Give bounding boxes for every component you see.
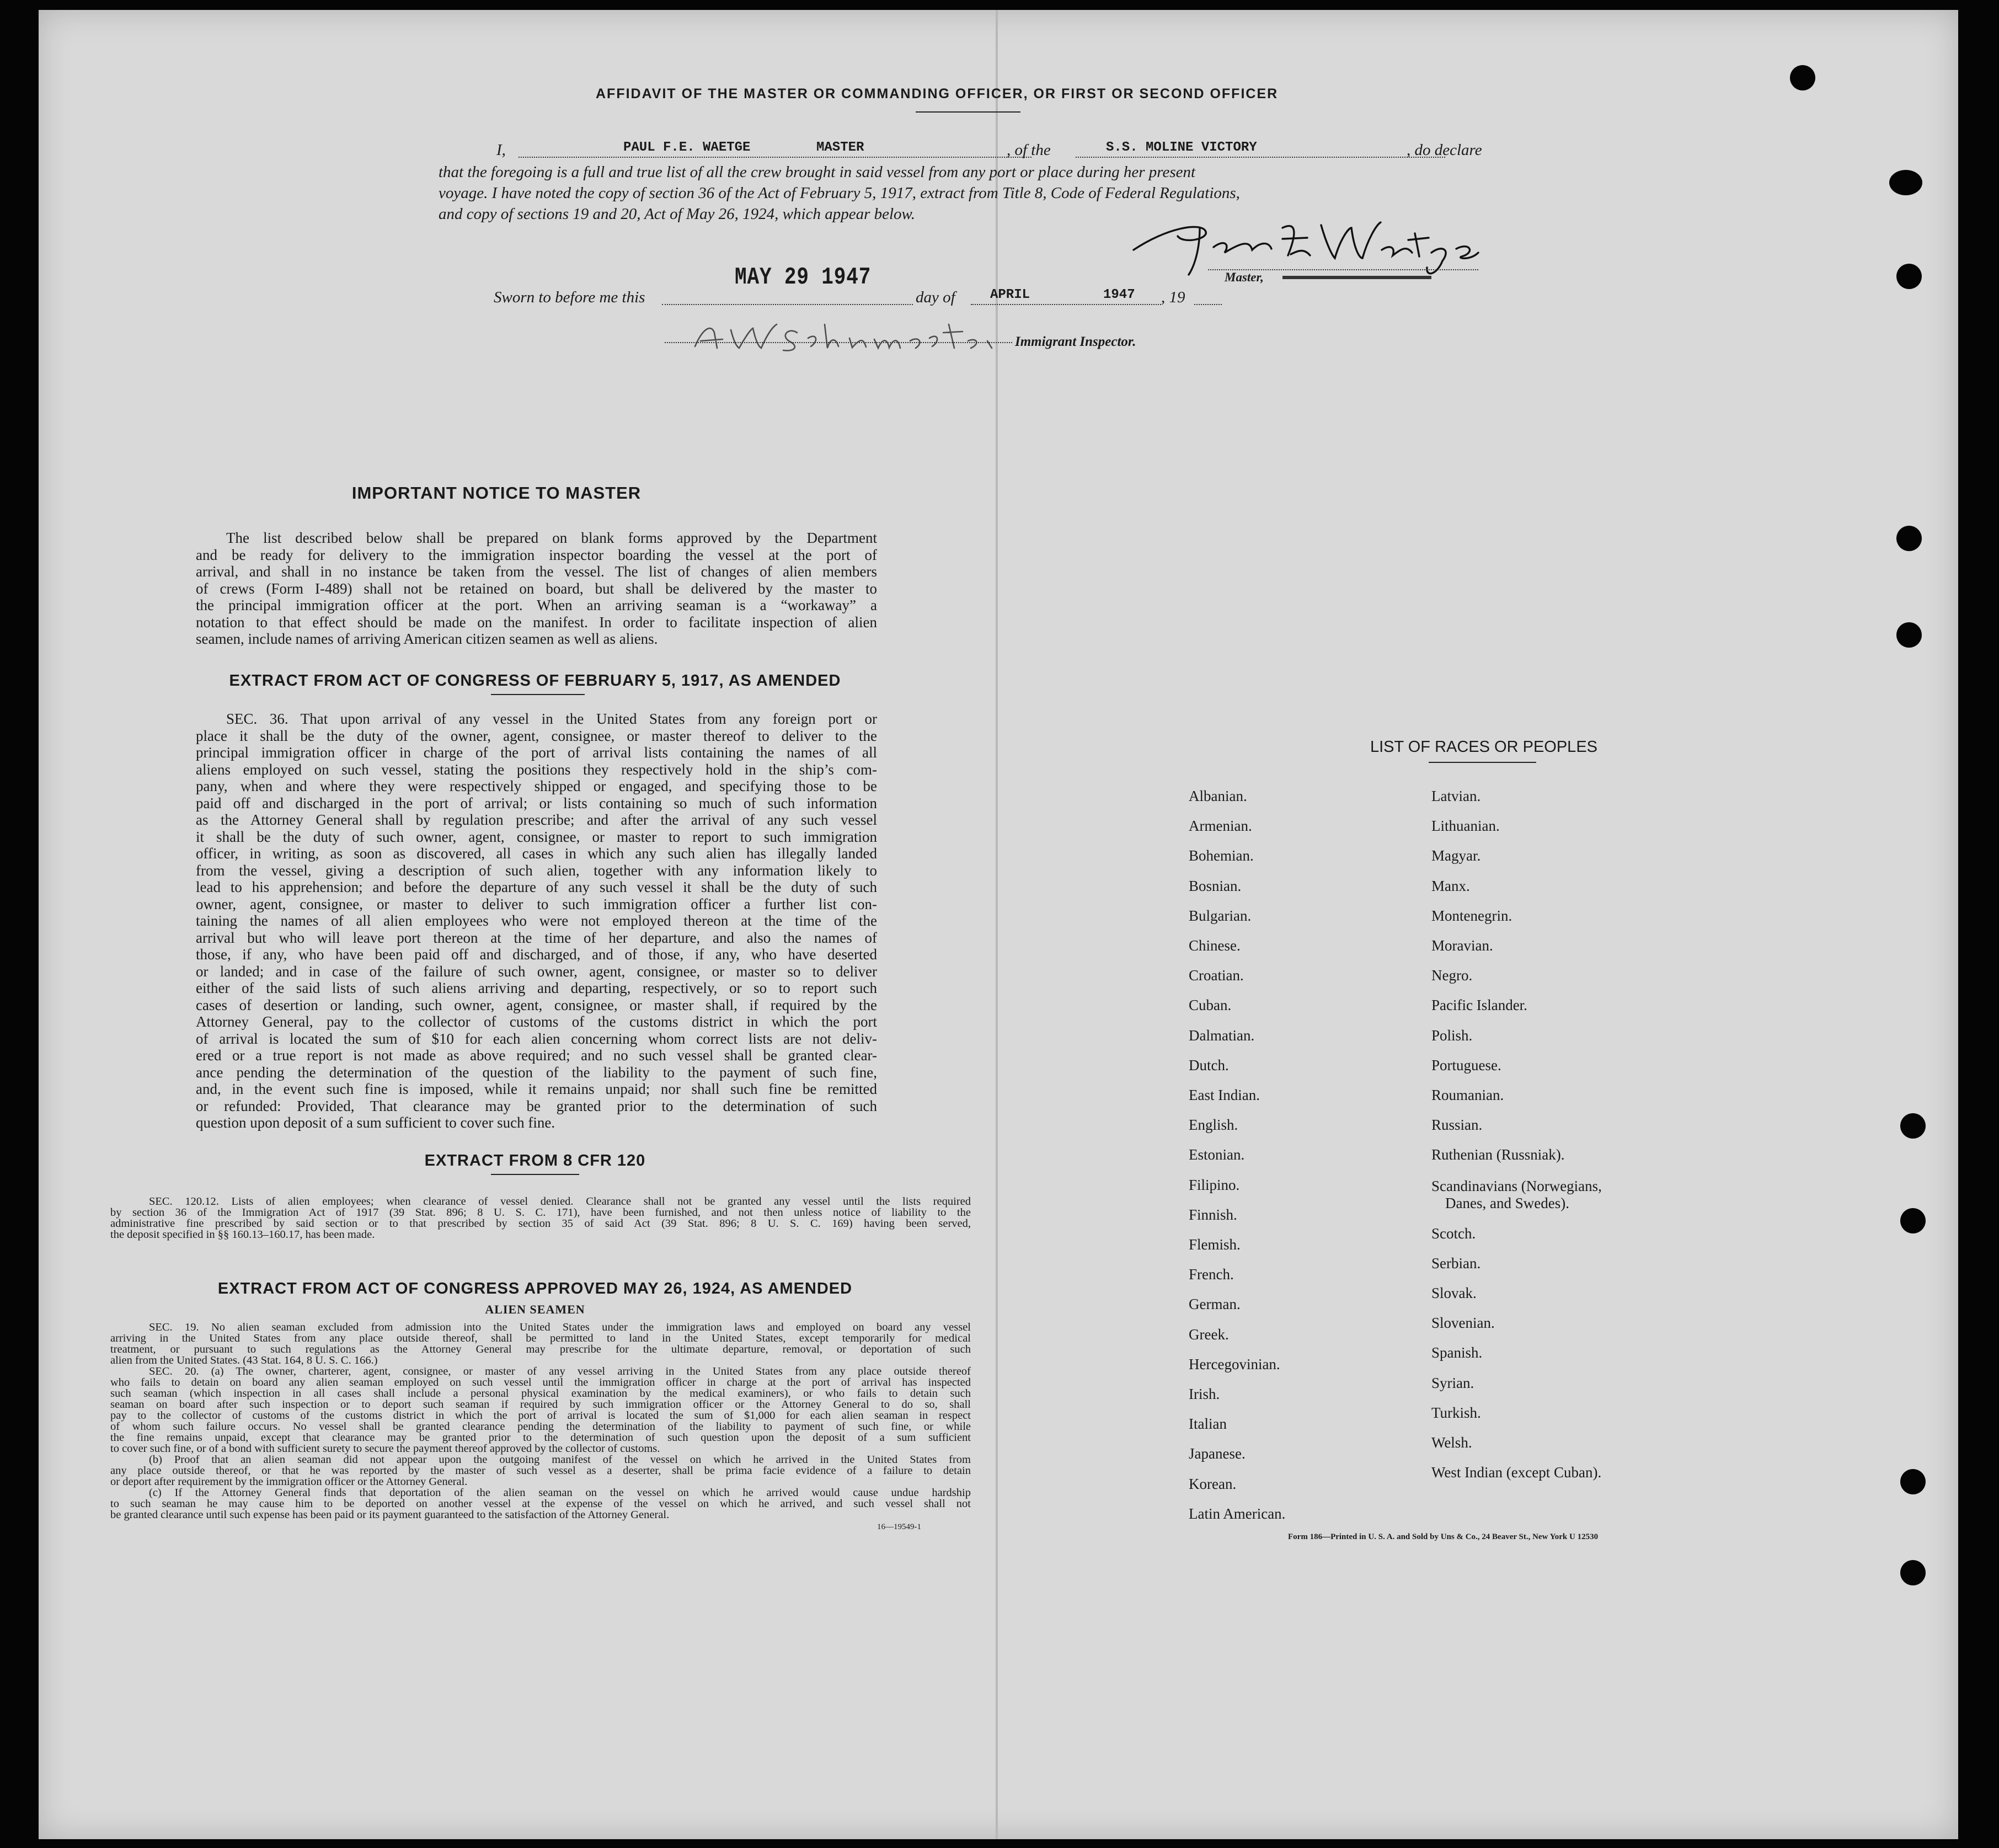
sworn-year: 1947 xyxy=(1103,287,1135,302)
race-item: French. xyxy=(1189,1266,1234,1283)
extract-1917-underline xyxy=(491,694,585,695)
notice-line: the principal immigration officer at the port. When an arriving seaman is a “workaway” a xyxy=(196,597,877,613)
race-item: Turkish. xyxy=(1431,1404,1481,1421)
sec19-line: arriving in the United States from any place outside thereof, shall be permitted to land in the United States, except temporarily for medical xyxy=(110,1332,971,1344)
sec36-line: SEC. 36. That upon arrival of any vessel in the United States from any foreign port or xyxy=(226,711,877,727)
sec36-line: place it shall be the duty of the owner, agent, consignee, or master thereof to deliver to the xyxy=(196,727,877,744)
master-label: Master, xyxy=(1225,270,1264,284)
date-stamp: MAY 29 1947 xyxy=(735,264,872,291)
cfr-line: by section 36 of the Immigration Act of 1917 (39 Stat. 896; 8 U. S. C. 171), have been furnished, and not then unless notice of liability to the xyxy=(110,1206,971,1219)
day-line xyxy=(662,304,913,305)
sworn-label: Sworn to before me this xyxy=(494,289,645,306)
vessel-name: S.S. MOLINE VICTORY xyxy=(1106,140,1257,155)
race-item: Estonian. xyxy=(1189,1146,1245,1163)
sec36-line: or refunded: Provided, That clearance may be granted prior to the determination of such xyxy=(196,1097,877,1114)
race-item: Korean. xyxy=(1189,1475,1237,1492)
document-page xyxy=(39,10,1958,1839)
binder-hole xyxy=(1896,526,1922,551)
race-item: Bulgarian. xyxy=(1189,907,1252,924)
race-item: Chinese. xyxy=(1189,937,1241,954)
year-line xyxy=(1194,304,1222,305)
master-name: PAUL F.E. WAETGE xyxy=(623,140,751,155)
sec36-line: or landed; and in case of the failure of such owner, agent, consignee, or master so to deliver xyxy=(196,963,877,980)
race-item: Flemish. xyxy=(1189,1236,1241,1253)
do-declare-label: , do declare xyxy=(1407,141,1482,159)
notice-line: notation to that effect should be made on the manifest. In order to facilitate inspection of alien xyxy=(196,613,877,631)
race-item: Slovenian. xyxy=(1431,1315,1495,1332)
race-item: Pacific Islander. xyxy=(1431,997,1527,1014)
inspector-signature xyxy=(678,316,1031,355)
of-the-label: , of the xyxy=(1007,141,1051,159)
race-item: Slovak. xyxy=(1431,1285,1477,1302)
race-item: Lithuanian. xyxy=(1431,818,1500,835)
races-underline xyxy=(1429,762,1536,763)
race-item: Serbian. xyxy=(1431,1254,1481,1272)
sec36-line: either of the said lists of such aliens arriving and departing, respectively, or so to report such xyxy=(196,980,877,996)
sec36-line: cases of desertion or landing, such owner, agent, consignee, or master shall, if required by the xyxy=(196,996,877,1013)
race-item: English. xyxy=(1189,1117,1238,1134)
notice-line: The list described below shall be prepared on blank forms approved by the Department xyxy=(226,530,877,546)
affidavit-body-line: voyage. I have noted the copy of section 36 of the Act of February 5, 1917, extract from Title 8, Code of Federal Regulations, xyxy=(439,184,1240,202)
alien-seamen-subheading: ALIEN SEAMEN xyxy=(485,1302,585,1316)
sec36-line: from the vessel, giving a description of such alien, together with any information likely to xyxy=(196,862,877,879)
title-underline xyxy=(916,111,1020,113)
binder-hole xyxy=(1900,1469,1926,1494)
sec36-line: aliens employed on such vessel, stating the positions they respectively hold in the ship’s com- xyxy=(196,761,877,778)
affidavit-body-line: and copy of sections 19 and 20, Act of May 26, 1924, which appear below. xyxy=(439,205,915,223)
race-item: Manx. xyxy=(1431,877,1470,894)
sec36-line: principal immigration officer in charge of the port of arrival lists containing the names of all xyxy=(196,744,877,761)
race-item: Greek. xyxy=(1189,1326,1229,1343)
races-left-column xyxy=(1189,781,1285,1529)
race-item: German. xyxy=(1189,1296,1241,1313)
center-fold xyxy=(996,10,998,1839)
cfr-body xyxy=(110,1196,971,1240)
race-item: Armenian. xyxy=(1189,818,1252,835)
sec20b-line: any place outside thereof, or that he was reported by the master of such vessel as a deserter, shall be prima facie evidence of a failure to detain xyxy=(110,1465,971,1477)
month-line xyxy=(971,304,1161,305)
race-item: Italian xyxy=(1189,1416,1227,1433)
notice-line: seamen, include names of arriving American citizen seamen as well as aliens. xyxy=(196,631,658,647)
affidavit-pronoun: I, xyxy=(496,141,506,159)
sec20-line: who fails to detain on board any alien seaman employed on such vessel until the immigration officer in charge at the port of arrival has inspected xyxy=(110,1376,971,1388)
sec19-line: alien from the United States. (43 Stat. 164, 8 U. S. C. 166.) xyxy=(110,1354,378,1366)
affidavit-title: AFFIDAVIT OF THE MASTER OR COMMANDING OFFICER, OR FIRST OR SECOND OFFICER xyxy=(596,86,1279,102)
races-right-column xyxy=(1431,781,1602,1487)
cfr-heading: EXTRACT FROM 8 CFR 120 xyxy=(424,1152,646,1169)
cfr-line: SEC. 120.12. Lists of alien employees; when clearance of vessel denied. Clearance shall not be granted any vessel until the lists required xyxy=(149,1195,971,1208)
race-item: Ruthenian (Russniak). xyxy=(1431,1146,1565,1163)
binder-hole xyxy=(1900,1208,1926,1233)
binder-hole xyxy=(1900,1113,1926,1139)
sec36-line: those, if any, who have been paid off and discharged, and of those, if any, who have deserted xyxy=(196,946,877,963)
binder-hole xyxy=(1889,170,1922,195)
binder-hole xyxy=(1900,1560,1926,1585)
race-item: Scandinavians (Norwegians, xyxy=(1431,1177,1602,1194)
sec20c-line: be granted clearance until such expense has been paid or its payment guaranteed to the satisfaction of the Attorney General. xyxy=(110,1509,670,1521)
sec36-line: pany, when and where they were respectively shipped or engaged, and specifying those to be xyxy=(196,778,877,794)
name-line xyxy=(519,157,1031,158)
sec36-line: it shall be the duty of such owner, agent, consignee, or master to report to such immigration xyxy=(196,828,877,845)
sec20-line: seaman on board after such inspection or to deport such seaman if required by such immigration officer or the Attorney General to do so, shall xyxy=(110,1398,971,1411)
struck-text xyxy=(1282,276,1431,279)
sec36-line: ered or a true report is not made as above required; and no such vessel shall be granted clear- xyxy=(196,1047,877,1064)
sec36-line: owner, agent, consignee, or master to deliver to such immigration officer a further list con- xyxy=(196,895,877,912)
race-item: Latin American. xyxy=(1189,1505,1286,1522)
race-item: Negro. xyxy=(1431,967,1473,984)
extract-1917-body xyxy=(196,711,877,1131)
race-item: Irish. xyxy=(1189,1386,1220,1403)
binder-hole xyxy=(1896,264,1922,289)
race-item: Roumanian. xyxy=(1431,1087,1504,1104)
race-item: Montenegrin. xyxy=(1431,907,1512,924)
race-item: Croatian. xyxy=(1189,967,1244,984)
race-item: Spanish. xyxy=(1431,1344,1483,1361)
sec20b-line: or deport after requirement by the immigration officer or the Attorney General. xyxy=(110,1476,468,1488)
race-item: Welsh. xyxy=(1431,1434,1472,1451)
extract-1917-heading: EXTRACT FROM ACT OF CONGRESS OF FEBRUARY 5, 1917, AS AMENDED xyxy=(229,672,841,690)
sec36-line: of arrival is located the sum of $10 for each alien concerning whom correct lists are not deliv- xyxy=(196,1030,877,1047)
race-item: West Indian (except Cuban). xyxy=(1431,1464,1602,1481)
sworn-month: APRIL xyxy=(990,287,1030,302)
sec36-line: paid off and discharged in the port of arrival; or lists containing so much of such information xyxy=(196,794,877,811)
sec36-line: arrival but who will leave port thereon at the time of her departure, and also the names of xyxy=(196,929,877,946)
race-item: Latvian. xyxy=(1431,788,1481,804)
sec36-line: and, in the event such fine is imposed, while it remains unpaid; nor shall such fine be remitted xyxy=(196,1081,877,1097)
race-item: Cuban. xyxy=(1189,997,1232,1014)
race-item: Albanian. xyxy=(1189,788,1247,804)
cfr-line: administrative fine prescribed by said section or to that prescribed by section 35 of said Act (39 Stat. 896; 8 U. S. C. 169) having been served, xyxy=(110,1217,971,1230)
sec20c-line: to such seaman he may cause him to be deported on another vessel at the expense of the vessel on which he arrived, and such vessel shall not xyxy=(110,1498,971,1510)
sec20b-line: (b) Proof that an alien seaman did not appear upon the outgoing manifest of the vessel on which he arrived in the United States from xyxy=(149,1454,971,1466)
race-item: Bosnian. xyxy=(1189,877,1242,894)
vessel-line xyxy=(1076,157,1445,158)
notice-line: arrival, and shall in no instance be taken from the vessel. The list of changes of alien members xyxy=(196,563,877,580)
race-item: Finnish. xyxy=(1189,1206,1237,1223)
sec20c-line: (c) If the Attorney General finds that deportation of the alien seaman on the vessel on which he arrived would cause undue hardship xyxy=(149,1487,971,1499)
sec20-line: SEC. 20. (a) The owner, charterer, agent, consignee, or master of any vessel arriving in the United States from any place outside thereof xyxy=(149,1365,971,1377)
race-item: Scotch. xyxy=(1431,1225,1476,1242)
race-item: Magyar. xyxy=(1431,847,1481,864)
sec19-line: SEC. 19. No alien seaman excluded from admission into the United States under the immigration laws and employed on board any vessel xyxy=(149,1321,971,1333)
notice-body xyxy=(196,530,877,648)
sec20-line: to cover such fine, or of a bond with sufficient surety to secure the payment thereof approved by the collector of customs. xyxy=(110,1443,660,1455)
binder-hole xyxy=(1790,65,1815,90)
year-prefix: , 19 xyxy=(1161,289,1185,306)
sec20-line: the fine remains unpaid, except that clearance may be granted prior to the determination of such question upon the deposit of a sum sufficient xyxy=(110,1432,971,1444)
race-item: Moravian. xyxy=(1431,937,1493,954)
affidavit-body-line: that the foregoing is a full and true list of all the crew brought in said vessel from any port or place during her present xyxy=(439,163,1196,181)
sec36-line: taining the names of all alien employees who were not employed thereon at the time of the xyxy=(196,912,877,929)
inspector-signature-line xyxy=(665,342,1012,343)
sec36-line: ance pending the determination of the question of the liability to the payment of such fine, xyxy=(196,1064,877,1081)
races-heading: LIST OF RACES OR PEOPLES xyxy=(1370,738,1598,756)
sec20-line: of whom such failure occurs. No vessel shall be granted clearance pending the determination of the liability to payment of such fine, or while xyxy=(110,1420,971,1433)
master-signature xyxy=(1117,206,1514,283)
race-item: Hercegovinian. xyxy=(1189,1355,1280,1372)
master-rank: MASTER xyxy=(816,140,864,155)
form-code: 16—19549-1 xyxy=(877,1523,921,1531)
sec36-line: as the Attorney General shall by regulation prescribe; and after the arrival of any such vessel xyxy=(196,811,877,828)
sec36-line: Attorney General, pay to the collector of customs of the customs district in which the port xyxy=(196,1013,877,1030)
race-item: Filipino. xyxy=(1189,1176,1240,1193)
race-item: Dalmatian. xyxy=(1189,1027,1255,1044)
sec36-line: question upon deposit of a sum sufficient to cover such fine. xyxy=(196,1114,555,1131)
day-of-label: day of xyxy=(916,289,955,306)
extract-1924-body xyxy=(110,1322,971,1520)
race-item: East Indian. xyxy=(1189,1087,1260,1104)
sec20-line: pay to the collector of customs of the customs district in which the port of arrival is located the sum of $1,000 for each alien seaman in respect xyxy=(110,1409,971,1422)
race-item: Russian. xyxy=(1431,1117,1483,1134)
binder-hole xyxy=(1896,622,1922,648)
sec36-line: officer, in writing, as soon as discovered, all cases in which any such alien has illegally landed xyxy=(196,845,877,862)
inspector-label: Immigrant Inspector. xyxy=(1015,334,1136,349)
sec20-line: such seaman (which inspection in all cases shall include a personal physical examination by the medical examiners), or who fails to detain such xyxy=(110,1387,971,1400)
notice-heading: IMPORTANT NOTICE TO MASTER xyxy=(351,483,642,503)
race-item: Dutch. xyxy=(1189,1056,1229,1073)
race-item: Bohemian. xyxy=(1189,847,1254,864)
sec19-line: treatment, or pursuant to such regulations as the Attorney General may prescribe for the ultimate departure, removal, or deportation of such xyxy=(110,1343,971,1355)
race-item: Syrian. xyxy=(1431,1374,1474,1391)
race-item: Polish. xyxy=(1431,1027,1473,1044)
sec36-line: lead to his apprehension; and before the departure of any such vessel it shall be the duty of such xyxy=(196,879,877,895)
cfr-line: the deposit specified in §§ 160.13–160.17, has been made. xyxy=(110,1229,375,1241)
notice-line: and be ready for delivery to the immigration inspector boarding the vessel at the port of xyxy=(196,546,877,563)
race-item: Japanese. xyxy=(1189,1445,1246,1462)
race-item: Portuguese. xyxy=(1431,1056,1501,1073)
notice-line: of crews (Form I-489) shall not be retained on board, but shall be delivered by the master to xyxy=(196,580,877,597)
printer-note: Form 186—Printed in U. S. A. and Sold by Uns & Co., 24 Beaver St., New York U 12530 xyxy=(1288,1532,1599,1541)
extract-1924-heading: EXTRACT FROM ACT OF CONGRESS APPROVED MAY 26, 1924, AS AMENDED xyxy=(217,1280,853,1297)
cfr-underline xyxy=(491,1174,579,1175)
race-item: Danes, and Swedes). xyxy=(1445,1194,1569,1211)
